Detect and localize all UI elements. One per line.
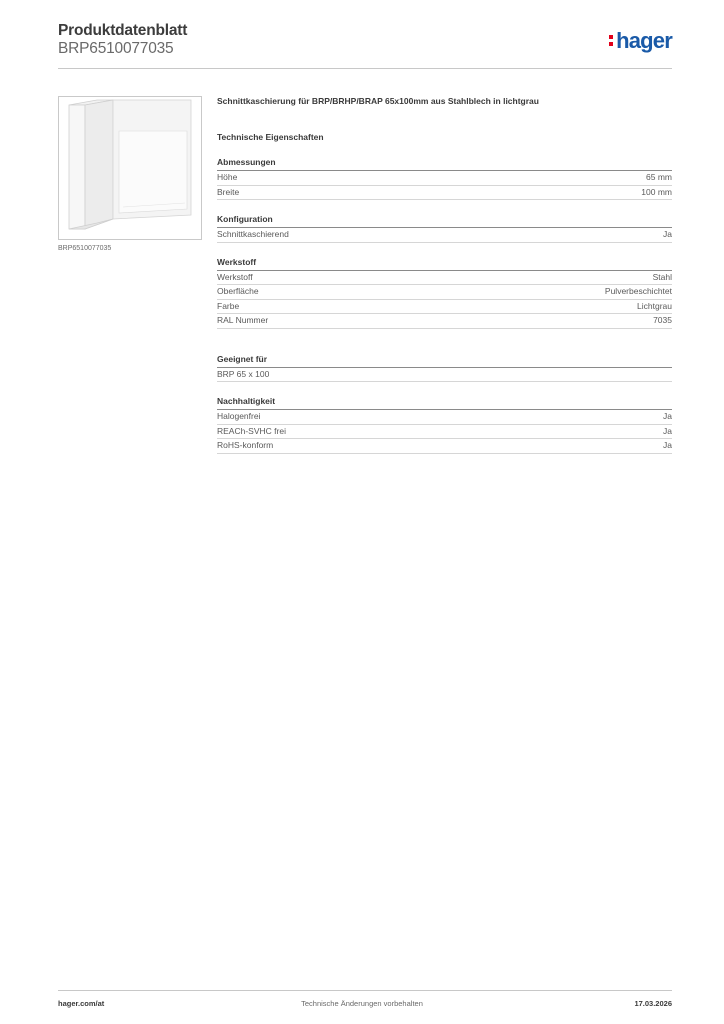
- row-label: Schnittkaschierend: [217, 229, 289, 239]
- row-value: Stahl: [652, 271, 672, 282]
- row-value: 65 mm: [646, 172, 672, 182]
- group-material: [217, 257, 672, 329]
- table-row: [217, 271, 672, 286]
- group-suitable-for: [217, 354, 672, 383]
- table-row: [217, 439, 672, 454]
- group-title: Werkstoff: [217, 257, 672, 271]
- page-header: [58, 22, 672, 68]
- footer-date: 17.03.2026: [634, 999, 672, 1008]
- table-row: [217, 314, 672, 329]
- table-row: [217, 368, 672, 383]
- row-label: REACh-SVHC frei: [217, 425, 286, 436]
- row-label: RoHS-konform: [217, 440, 274, 450]
- group-title: Nachhaltigkeit: [217, 396, 672, 410]
- product-image: [58, 96, 202, 240]
- product-illustration-icon: [59, 97, 201, 239]
- document-title: Produktdatenblatt: [58, 22, 188, 39]
- table-row: [217, 300, 672, 315]
- product-image-caption: BRP6510077035: [58, 245, 112, 252]
- table-row: [217, 171, 672, 186]
- row-label: Höhe: [217, 172, 238, 182]
- group-configuration: [217, 214, 672, 243]
- row-label: BRP 65 x 100: [217, 368, 270, 379]
- row-label: Werkstoff: [217, 271, 253, 282]
- table-row: [217, 228, 672, 243]
- hager-logo: [609, 28, 672, 54]
- group-title: Geeignet für: [217, 354, 672, 368]
- header-divider: [58, 68, 672, 69]
- row-value: Pulverbeschichtet: [604, 286, 672, 296]
- footer-disclaimer: Technische Änderungen vorbehalten: [301, 999, 423, 1008]
- logo-text: hager: [616, 28, 672, 53]
- row-label: Farbe: [217, 300, 240, 311]
- group-sustainability: [217, 396, 672, 454]
- footer-website-link[interactable]: hager.com/at: [58, 999, 105, 1008]
- row-label: Halogenfrei: [217, 411, 261, 421]
- table-row: [217, 186, 672, 201]
- logo-dots-icon: [609, 35, 614, 49]
- row-value: Ja: [663, 440, 672, 450]
- row-label: Breite: [217, 186, 240, 197]
- group-dimensions: [217, 157, 672, 200]
- product-details: [217, 96, 672, 454]
- row-value: Ja: [663, 411, 672, 421]
- document-subtitle: BRP6510077035: [58, 40, 174, 57]
- section-title-technical: Technische Eigenschaften: [217, 132, 324, 142]
- product-description: Schnittkaschierung für BRP/BRHP/BRAP 65x100mm aus Stahlblech in lichtgrau: [217, 96, 539, 106]
- table-row: [217, 425, 672, 440]
- row-label: Oberfläche: [217, 286, 259, 296]
- group-title: Konfiguration: [217, 214, 672, 228]
- row-value: 100 mm: [641, 186, 672, 197]
- row-label: RAL Nummer: [217, 315, 269, 325]
- table-row: [217, 285, 672, 300]
- row-value: Ja: [663, 425, 672, 436]
- row-value: 7035: [653, 315, 672, 325]
- row-value: Ja: [663, 229, 672, 239]
- table-row: [217, 410, 672, 425]
- row-value: Lichtgrau: [637, 300, 672, 311]
- group-title: Abmessungen: [217, 157, 672, 171]
- footer-divider: [58, 990, 672, 991]
